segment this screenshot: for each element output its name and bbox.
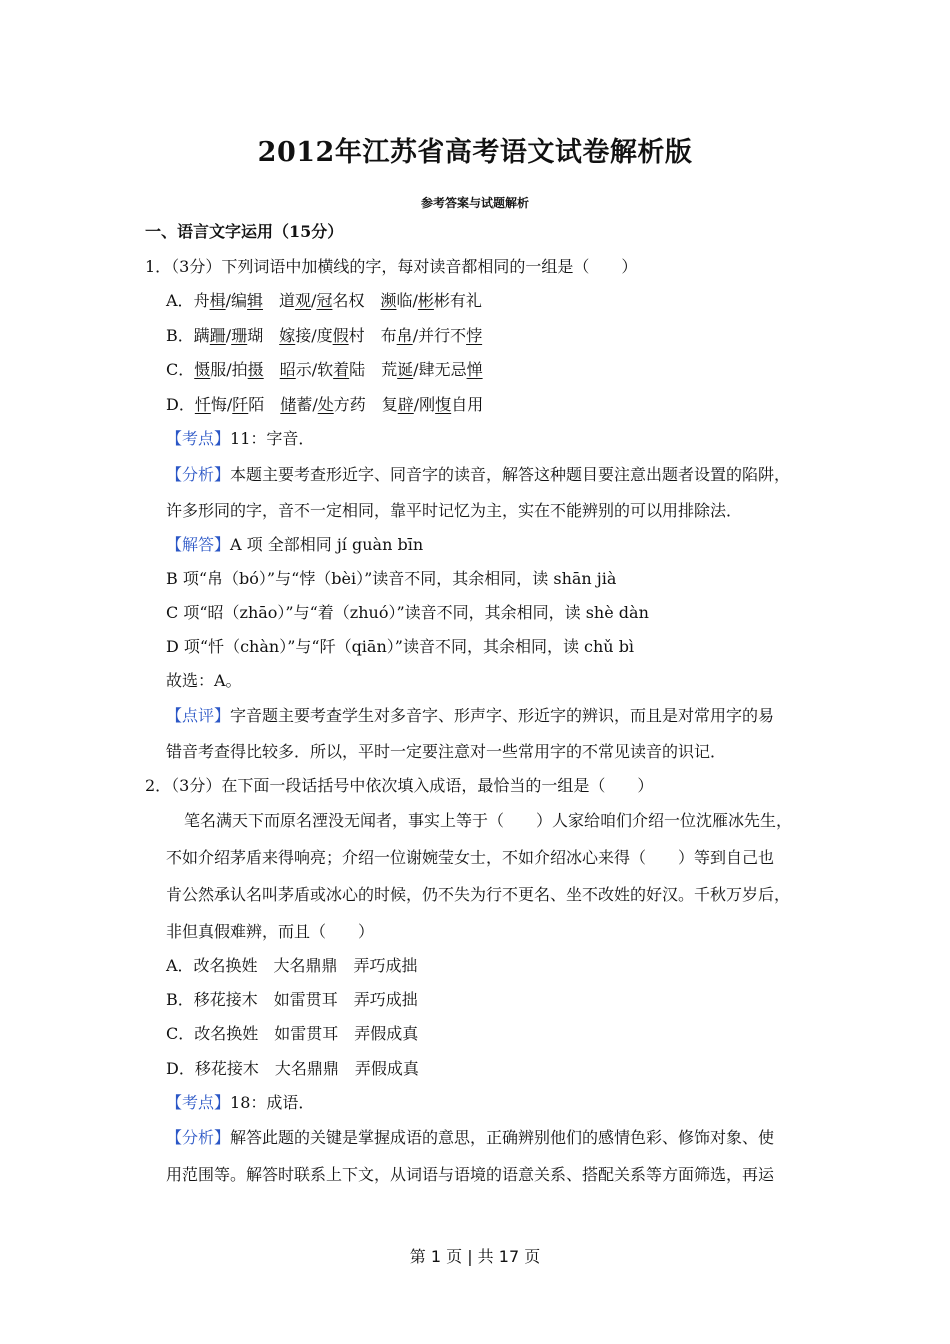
kaodian-text: 18：成语．: [230, 1093, 315, 1112]
dianping-tag: 【点评】: [166, 706, 231, 725]
question-2-fenxi-cont: 用范围等。解答时联系上下文，从词语与语境的语意关系、搭配关系等方面筛选，再运: [166, 1165, 775, 1184]
question-1-option-a: [166, 291, 482, 311]
question-1-dianping-cont: 错音考查得比较多．所以，平时一定要注意对一些常用字的不常见读音的识记．: [166, 742, 727, 761]
question-1-option-d: [166, 395, 483, 415]
underlined-character: 楫: [209, 291, 226, 310]
underlined-character: 忏: [194, 395, 211, 414]
underlined-character: 帛: [396, 326, 413, 345]
question-2-option-c: C．改名换姓 如雷贯耳 弄假成真: [166, 1024, 419, 1043]
underlined-character: 观: [295, 291, 312, 310]
option-text: 方药 复: [333, 395, 398, 414]
option-text: /肆无忌: [413, 360, 467, 379]
question-1-answer: 故选：A。: [166, 671, 242, 690]
question-1-dianping: [166, 706, 774, 726]
option-text: /并行不: [412, 326, 467, 345]
question-2-passage-line-3: 肯公然承认名叫茅盾或冰心的时候，仍不失为行不更名、坐不改姓的好汉。千秋万岁后，: [166, 885, 791, 904]
question-1-kaodian: [166, 429, 314, 449]
question-2-option-b: B．移花接木 如雷贯耳 弄巧成拙: [166, 990, 418, 1009]
option-text: 舟: [193, 291, 210, 310]
option-text: 陌: [248, 395, 281, 414]
option-text: 彬有礼: [433, 291, 482, 310]
option-text: 村 布: [348, 326, 397, 345]
option-text: /: [225, 326, 232, 345]
question-1-fenxi-cont: 许多形同的字，音不一定相同，靠平时记忆为主，实在不能辨别的可以用排除法．: [166, 501, 743, 520]
underlined-character: 诞: [397, 360, 414, 379]
option-text: 蹒: [193, 326, 210, 345]
underlined-character: 昭: [279, 360, 296, 379]
question-2-kaodian: [166, 1093, 314, 1113]
option-letter: C．: [166, 360, 195, 379]
underlined-character: 辑: [247, 291, 264, 310]
underlined-character: 濒: [380, 291, 397, 310]
option-text: [264, 360, 280, 379]
question-1-jieda: [166, 535, 423, 555]
question-2-passage-line-4: 非但真假难辨，而且（ ）: [166, 922, 375, 941]
underlined-character: 处: [317, 395, 334, 414]
option-text: 蓄/: [296, 395, 318, 414]
underlined-character: 珊: [231, 326, 248, 345]
question-2-passage-line-1: 笔名满天下而原名湮没无闻者，事实上等于（ ）人家给咱们介绍一位沈雁冰先生，: [184, 811, 793, 830]
underlined-character: 慑: [194, 360, 211, 379]
underlined-character: 着: [333, 360, 350, 379]
option-text: 临/: [396, 291, 418, 310]
question-2-option-d: D．移花接木 大名鼎鼎 弄假成真: [166, 1059, 419, 1078]
option-letter: A．: [166, 291, 194, 310]
underlined-character: 储: [280, 395, 297, 414]
question-1-jieda-d: D 项“忏（chàn）”与“阡（qiān）”读音不同，其余相同，读 chǔ bì: [166, 637, 635, 656]
option-text: /编: [225, 291, 247, 310]
underlined-character: 惮: [466, 360, 483, 379]
question-2-stem: 2．（3分）在下面一段话括号中依次填入成语，最恰当的一组是（ ）: [145, 776, 654, 795]
underlined-character: 阡: [232, 395, 249, 414]
kaodian-text: 11：字音．: [230, 429, 315, 448]
question-1-fenxi: [166, 465, 790, 485]
question-1-option-c: [166, 360, 483, 380]
option-text: 陆 荒: [349, 360, 398, 379]
fenxi-text: 解答此题的关键是掌握成语的意思，正确辨别他们的感情色彩、修饰对象、使: [230, 1128, 775, 1147]
option-text: 服/拍: [210, 360, 248, 379]
option-letter: B．: [166, 326, 194, 345]
fenxi-tag: 【分析】: [166, 465, 231, 484]
underlined-character: 彬: [417, 291, 434, 310]
question-1-option-b: [166, 326, 482, 346]
underlined-character: 辟: [397, 395, 414, 414]
kaodian-tag: 【考点】: [166, 429, 231, 448]
option-text: 名权: [332, 291, 381, 310]
jieda-tag: 【解答】: [166, 535, 231, 554]
option-text: /刚: [413, 395, 436, 414]
question-1-stem: 1．（3分）下列词语中加横线的字，每对读音都相同的一组是（ ）: [145, 257, 638, 276]
page-title: 2012年江苏省高考语文试卷解析版: [257, 137, 693, 168]
page-footer: 第 1 页 | 共 17 页: [409, 1247, 541, 1266]
page-subtitle: 参考答案与试题解析: [420, 196, 529, 210]
option-text: 自用: [451, 395, 484, 414]
underlined-character: 跚: [209, 326, 226, 345]
underlined-character: 摄: [247, 360, 264, 379]
option-letter: D．: [166, 395, 195, 414]
question-1-jieda-b: B 项“帛（bó）”与“悖（bèi）”读音不同，其余相同，读 shān jià: [166, 569, 617, 588]
underlined-character: 假: [332, 326, 349, 345]
option-text: 道: [263, 291, 296, 310]
underlined-character: 嫁: [279, 326, 296, 345]
underlined-character: 愎: [435, 395, 452, 414]
dianping-text: 字音题主要考查学生对多音字、形声字、形近字的辨识，而且是对常用字的易: [230, 706, 775, 725]
section-heading: 一、语言文字运用（15分）: [145, 222, 344, 241]
fenxi-tag: 【分析】: [166, 1128, 231, 1147]
question-2-passage-line-2: 不如介绍茅盾来得响亮；介绍一位谢婉莹女士，不如介绍冰心来得（ ）等到自己也: [166, 848, 775, 867]
option-text: 接/度: [295, 326, 333, 345]
fenxi-text: 本题主要考查形近字、同音字的读音，解答这种题目要注意出题者设置的陷阱，: [230, 465, 791, 484]
option-text: 悔/: [210, 395, 233, 414]
option-text: 瑚: [247, 326, 280, 345]
option-text: /: [311, 291, 317, 310]
question-2-option-a: A．改名换姓 大名鼎鼎 弄巧成拙: [166, 956, 418, 975]
jieda-text: A 项 全部相同 jí guàn bīn: [230, 535, 424, 554]
question-2-fenxi: [166, 1128, 774, 1148]
underlined-character: 冠: [316, 291, 333, 310]
kaodian-tag: 【考点】: [166, 1093, 231, 1112]
question-1-jieda-c: C 项“昭（zhāo）”与“着（zhuó）”读音不同，其余相同，读 shè dàn: [166, 603, 649, 622]
underlined-character: 悖: [466, 326, 483, 345]
option-text: 示/软: [295, 360, 334, 379]
